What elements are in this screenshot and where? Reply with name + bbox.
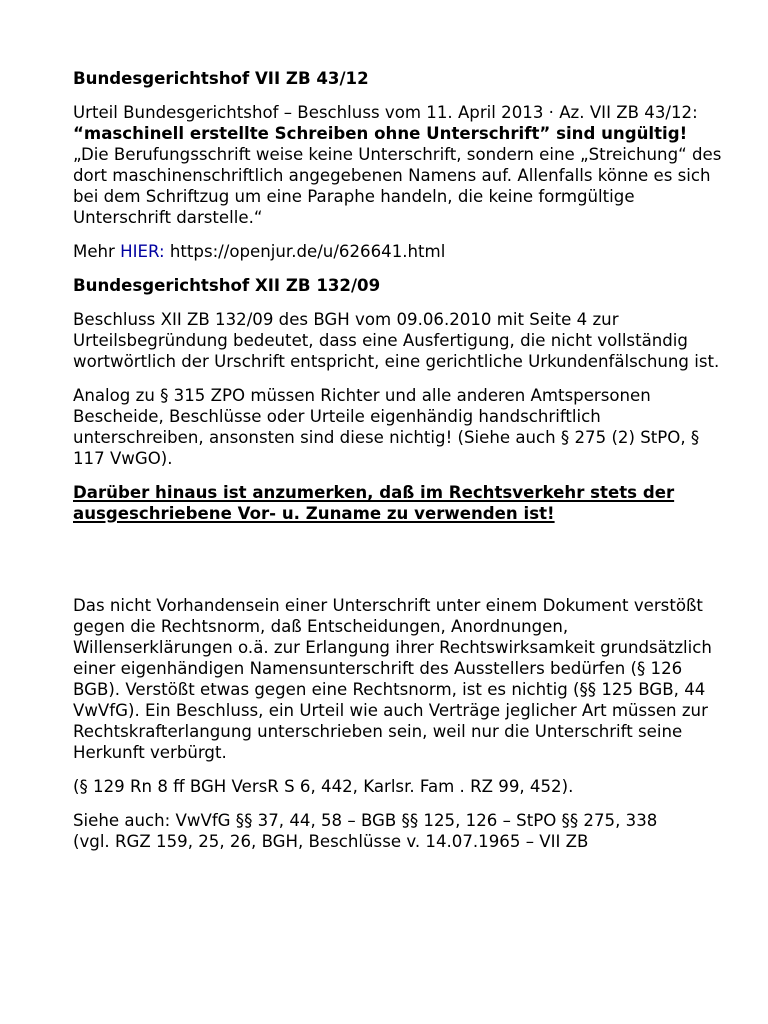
more-prefix: Mehr — [73, 242, 121, 261]
more-link-line — [73, 241, 728, 262]
blank-space — [73, 537, 728, 595]
paragraph-analog-zpo: Analog zu § 315 ZPO müssen Richter und alle anderen Amtspersonen Bescheide, Beschlüsse oder Urteile eigenhändig handschriftlich unterschreiben, ansonsten sind diese nichtig! (Siehe auch § 275 (2) StPO, § 117 VwGO). — [73, 386, 700, 468]
heading-xii-zb-132-09: Bundesgerichtshof XII ZB 132/09 — [73, 276, 381, 295]
paragraph-signature-requirement: Das nicht Vorhandensein einer Unterschrift unter einem Dokument verstößt gegen die Rechtsnorm, daß Entscheidungen, Anordnungen, Willenserklärungen o.ä. zur Erlangung ihrer Rechtswirksamkeit grundsätzlich einer eigenhändigen Namensunterschrift des Ausstellers bedürfen (§ 126 BGB). Verstößt etwas gegen eine Rechtsnorm, ist es nichtig (§§ 125 BGB, 44 VwVfG). Ein Beschluss, ein Urteil wie auch Verträge jeglicher Art müssen zur Rechtskrafterlangung unterschrieben sein, weil nur die Unterschrift seine Herkunft verbürgt. — [73, 596, 712, 762]
paragraph-intro-text: Urteil Bundesgerichtshof – Beschluss vom 11. April 2013 · Az. VII ZB 43/12: — [73, 103, 698, 122]
heading-vii-zb-43-12: Bundesgerichtshof VII ZB 43/12 — [73, 69, 369, 88]
openjur-url: https://openjur.de/u/626641.html — [164, 242, 446, 261]
emphasis-note-full-name: Darüber hinaus ist anzumerken, daß im Rechtsverkehr stets der ausgeschriebene Vor- u. Zuname zu verwenden ist! — [73, 483, 675, 523]
hier-link[interactable]: HIER: — [120, 242, 165, 261]
paragraph-beschluss-2010: Beschluss XII ZB 132/09 des BGH vom 09.06.2010 mit Seite 4 zur Urteilsbegründung bedeutet, dass eine Ausfertigung, die nicht vollständig wortwörtlich der Urschrift entspricht, eine gerichtliche Urkundenfälschung ist. — [73, 310, 720, 371]
paragraph-beschluss-2013 — [73, 102, 728, 228]
paragraph-see-also — [73, 810, 728, 852]
paragraph-citation: (§ 129 Rn 8 ff BGH VersR S 6, 442, Karlsr. Fam . RZ 99, 452). — [73, 777, 574, 796]
see-also-line: Siehe auch: VwVfG §§ 37, 44, 58 – BGB §§ 125, 126 – StPO §§ 275, 338 — [73, 811, 658, 830]
paragraph-bold-claim: “maschinell erstellte Schreiben ohne Unterschrift” sind ungültig! — [73, 124, 688, 143]
vgl-line: (vgl. RGZ 159, 25, 26, BGH, Beschlüsse v. 14.07.1965 – VII ZB — [73, 832, 589, 851]
quoted-statement: „Die Berufungsschrift weise keine Unterschrift, sondern eine „Streichung“ des dort maschinenschriftlich angegebenen Namens auf. Allenfalls könne es sich bei dem Schriftzug um eine Paraphe handeln, die keine formgültige Unterschrift darstelle.“ — [73, 145, 722, 227]
